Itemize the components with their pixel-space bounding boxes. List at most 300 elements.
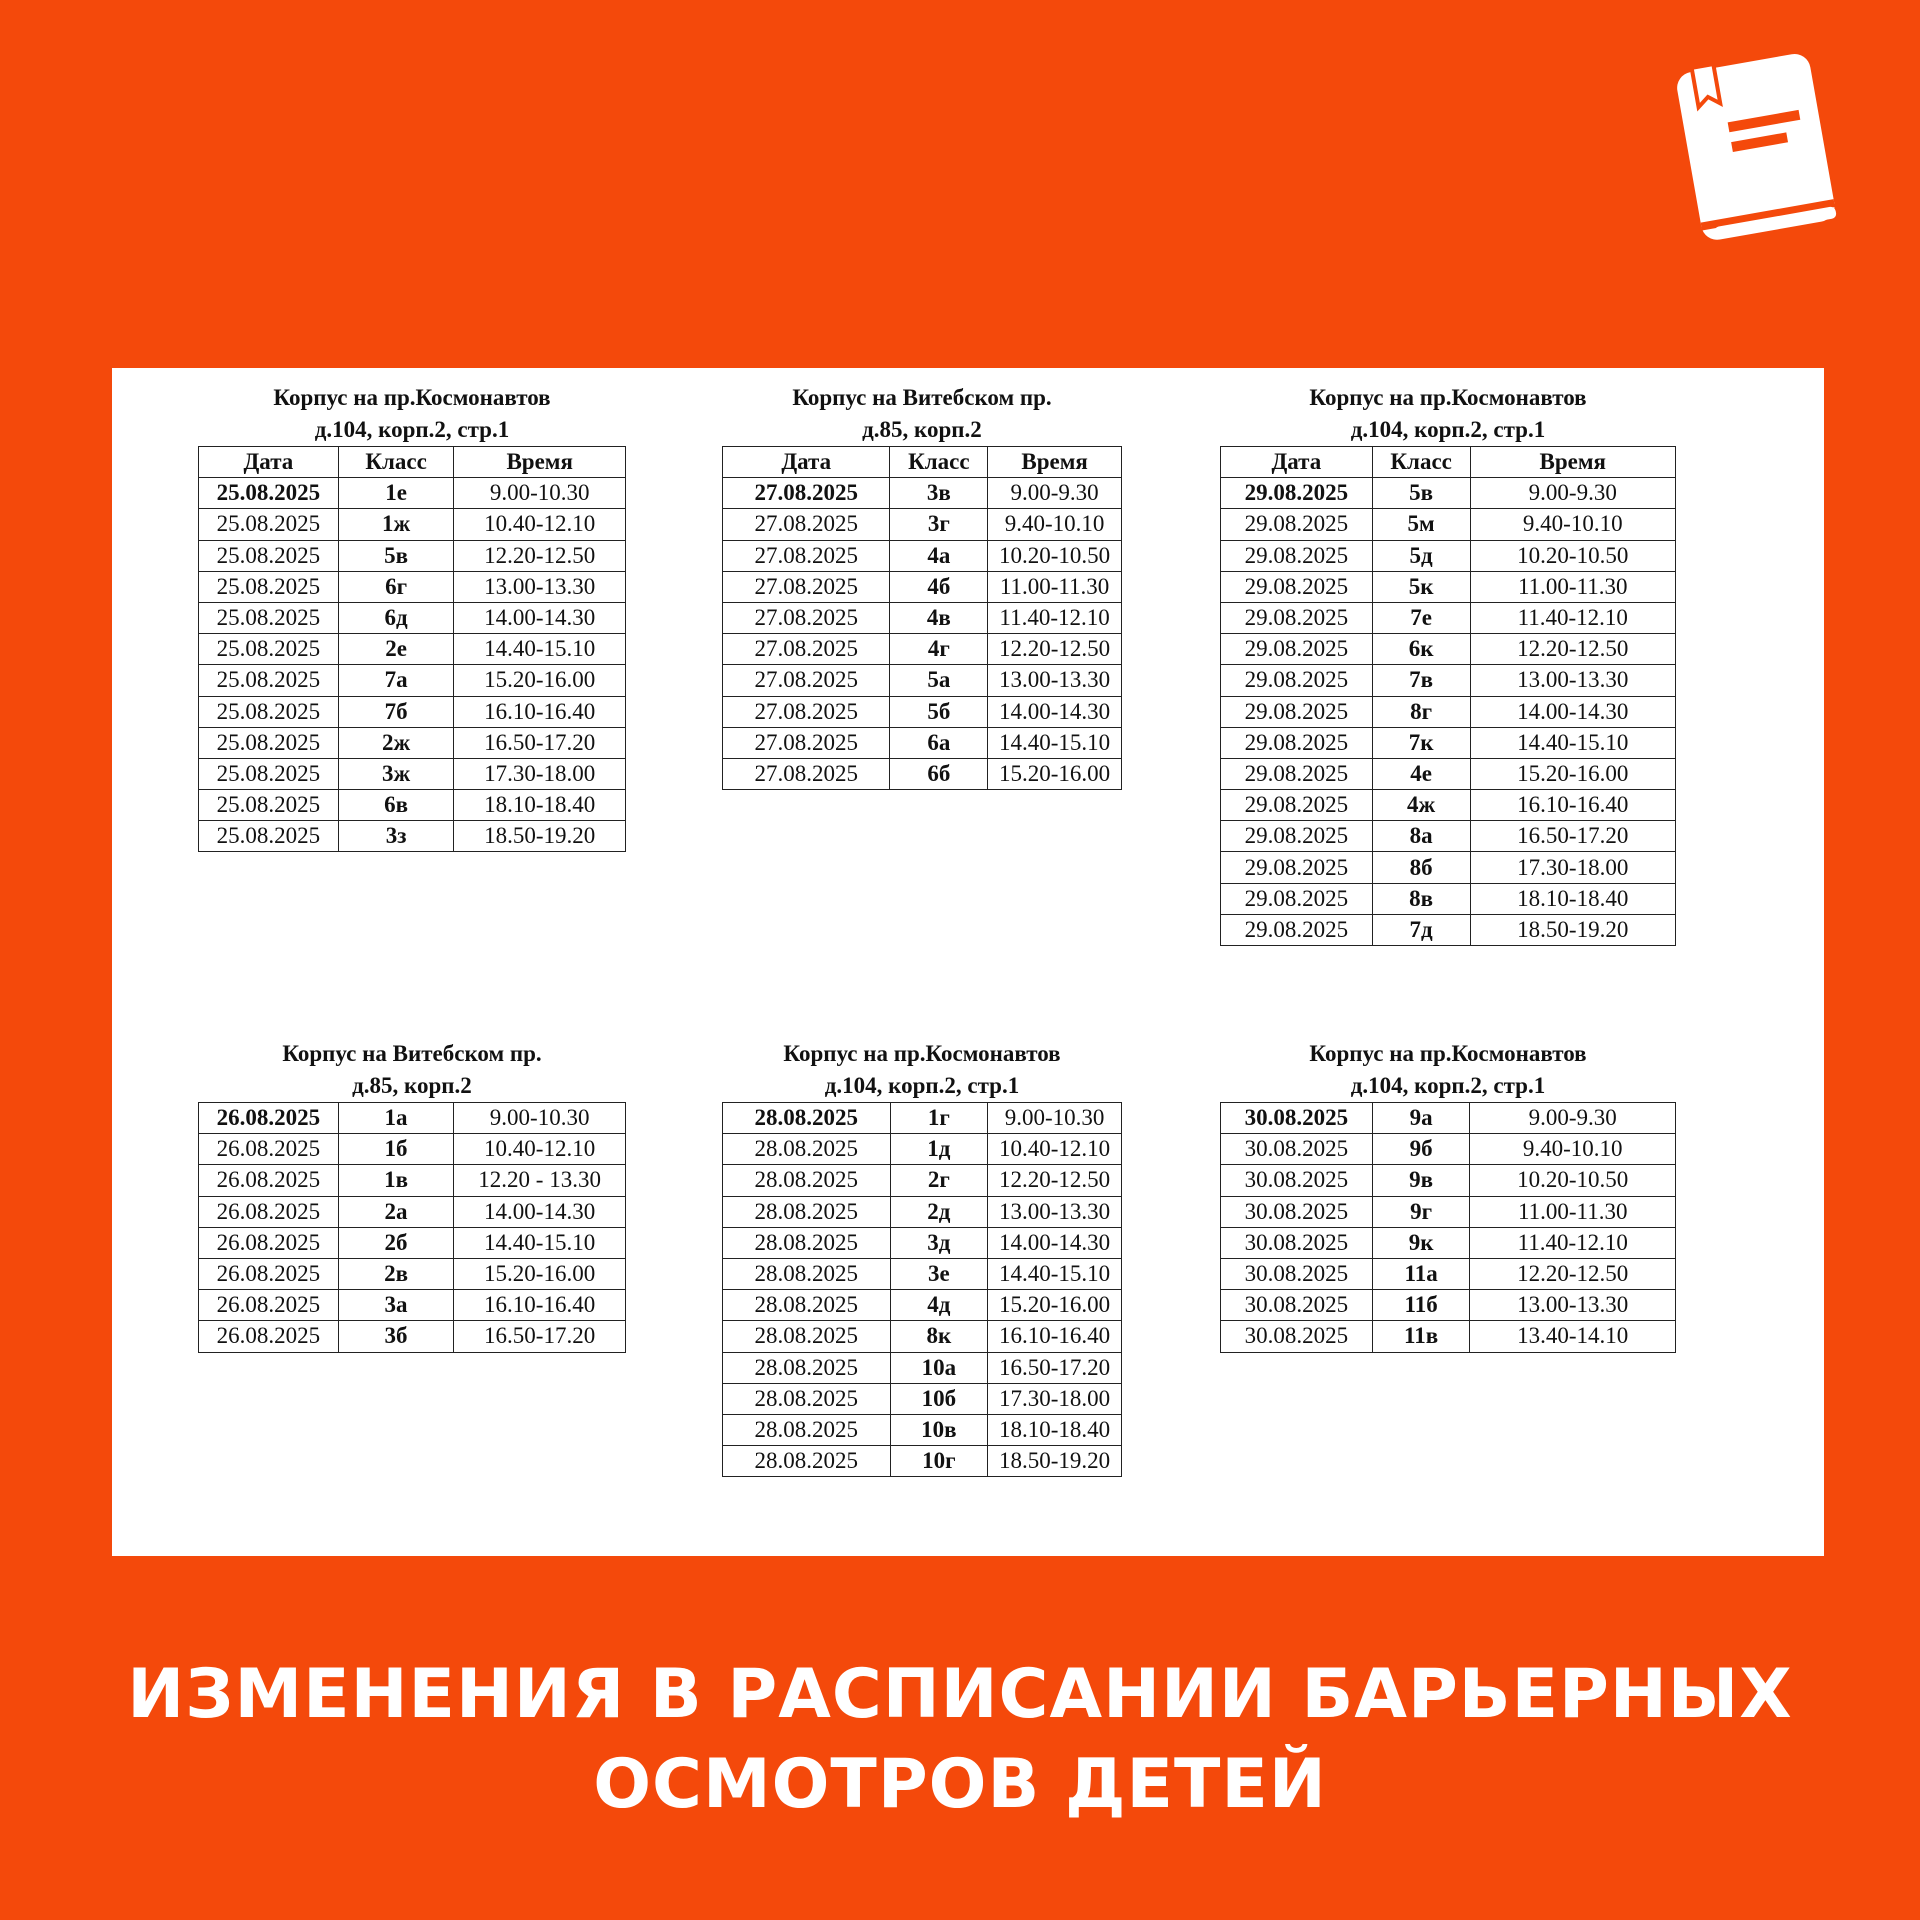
class-cell: 1а [338,1103,453,1134]
date-cell: 30.08.2025 [1221,1321,1373,1352]
time-cell: 15.20-16.00 [454,1258,626,1289]
table-row [1221,883,1676,914]
time-cell: 12.20 - 13.30 [454,1165,626,1196]
table-row [1221,509,1676,540]
date-cell: 30.08.2025 [1221,1227,1373,1258]
table-row [1221,821,1676,852]
time-cell: 13.00-13.30 [1470,665,1675,696]
block-title [722,382,1122,446]
time-cell: 13.40-14.10 [1470,1321,1676,1352]
class-cell: 5а [890,665,988,696]
date-cell: 30.08.2025 [1221,1165,1373,1196]
time-cell: 14.40-15.10 [454,1227,626,1258]
time-cell: 11.00-11.30 [1470,1196,1676,1227]
block-title [198,382,626,446]
time-cell: 13.00-13.30 [988,665,1122,696]
schedule-table [722,1102,1122,1477]
date-cell: 29.08.2025 [1221,914,1373,945]
table-row [199,758,626,789]
table-row [723,634,1122,665]
schedule-block-2808 [722,1038,1122,1477]
class-cell: 9к [1372,1227,1470,1258]
class-cell: 5в [1372,478,1470,509]
time-cell: 16.50-17.20 [988,1352,1122,1383]
date-cell: 27.08.2025 [723,478,890,509]
date-cell: 27.08.2025 [723,509,890,540]
table-row [1221,571,1676,602]
class-cell: 3г [890,509,988,540]
class-cell: 2г [890,1165,988,1196]
table-row [199,509,626,540]
time-cell: 18.50-19.20 [988,1446,1122,1477]
class-cell: 3е [890,1258,988,1289]
date-cell: 27.08.2025 [723,634,890,665]
date-cell: 26.08.2025 [199,1321,339,1352]
date-cell: 25.08.2025 [199,478,339,509]
date-cell: 25.08.2025 [199,509,339,540]
time-cell: 12.20-12.50 [454,540,626,571]
class-cell: 5б [890,696,988,727]
date-cell: 28.08.2025 [723,1103,891,1134]
headline-line1: ИЗМЕНЕНИЯ В РАСПИСАНИИ БАРЬЕРНЫХ [127,1655,1793,1734]
table-row [723,602,1122,633]
schedule-table [1220,446,1676,946]
col-class-header: Класс [890,447,988,478]
class-cell: 5в [338,540,454,571]
block-title-line1: Корпус на пр.Космонавтов [783,1041,1061,1066]
schedule-block-2908 [1220,382,1676,946]
date-cell: 27.08.2025 [723,571,890,602]
time-cell: 13.00-13.30 [1470,1290,1676,1321]
table-row [1221,1227,1676,1258]
date-cell: 26.08.2025 [199,1227,339,1258]
date-cell: 29.08.2025 [1221,821,1373,852]
date-cell: 26.08.2025 [199,1196,339,1227]
class-cell: 3д [890,1227,988,1258]
class-cell: 8г [1372,696,1470,727]
class-cell: 8б [1372,852,1470,883]
time-cell: 14.40-15.10 [1470,727,1675,758]
col-class-header: Класс [1372,447,1470,478]
table-row [1221,852,1676,883]
table-row [199,821,626,852]
class-cell: 3б [338,1321,453,1352]
class-cell: 10б [890,1383,988,1414]
date-cell: 29.08.2025 [1221,758,1373,789]
date-cell: 25.08.2025 [199,602,339,633]
class-cell: 4а [890,540,988,571]
block-title-line1: Корпус на Витебском пр. [282,1041,542,1066]
class-cell: 6д [338,602,454,633]
date-cell: 27.08.2025 [723,758,890,789]
class-cell: 11б [1372,1290,1470,1321]
time-cell: 10.20-10.50 [1470,540,1675,571]
time-cell: 9.00-9.30 [1470,478,1675,509]
headline-line2: ОСМОТРОВ ДЕТЕЙ [593,1745,1327,1824]
date-cell: 25.08.2025 [199,571,339,602]
time-cell: 18.10-18.40 [454,790,626,821]
table-row [1221,790,1676,821]
class-cell: 1б [338,1134,453,1165]
headline [0,1650,1920,1830]
class-cell: 4е [1372,758,1470,789]
time-cell: 14.00-14.30 [454,1196,626,1227]
class-cell: 9в [1372,1165,1470,1196]
date-cell: 29.08.2025 [1221,509,1373,540]
time-cell: 13.00-13.30 [454,571,626,602]
date-cell: 25.08.2025 [199,634,339,665]
time-cell: 12.20-12.50 [988,1165,1122,1196]
table-row [723,1290,1122,1321]
date-cell: 25.08.2025 [199,540,339,571]
class-cell: 5м [1372,509,1470,540]
date-cell: 29.08.2025 [1221,665,1373,696]
schedule-block-2508 [198,382,626,852]
time-cell: 11.40-12.10 [1470,1227,1676,1258]
class-cell: 10а [890,1352,988,1383]
date-cell: 28.08.2025 [723,1446,891,1477]
table-row [199,634,626,665]
table-row [1221,914,1676,945]
time-cell: 9.00-10.30 [454,1103,626,1134]
time-cell: 9.40-10.10 [1470,509,1675,540]
block-title-line2: д.85, корп.2 [352,1073,472,1098]
date-cell: 25.08.2025 [199,821,339,852]
date-cell: 27.08.2025 [723,696,890,727]
class-cell: 5к [1372,571,1470,602]
time-cell: 14.40-15.10 [454,634,626,665]
date-cell: 30.08.2025 [1221,1258,1373,1289]
table-row [723,1446,1122,1477]
date-cell: 28.08.2025 [723,1321,891,1352]
date-cell: 29.08.2025 [1221,852,1373,883]
date-cell: 29.08.2025 [1221,540,1373,571]
date-cell: 30.08.2025 [1221,1134,1373,1165]
class-cell: 7а [338,665,454,696]
table-row [723,1165,1122,1196]
time-cell: 9.00-9.30 [1470,1103,1676,1134]
date-cell: 29.08.2025 [1221,790,1373,821]
class-cell: 5д [1372,540,1470,571]
time-cell: 16.10-16.40 [454,696,626,727]
schedule-table [198,446,626,852]
table-row [1221,1196,1676,1227]
table-row [199,478,626,509]
table-row [723,1227,1122,1258]
time-cell: 9.00-10.30 [988,1103,1122,1134]
table-row [199,1258,626,1289]
class-cell: 9г [1372,1196,1470,1227]
table-row [723,509,1122,540]
table-row [1221,540,1676,571]
class-cell: 4г [890,634,988,665]
table-row [1221,634,1676,665]
time-cell: 17.30-18.00 [454,758,626,789]
date-cell: 27.08.2025 [723,727,890,758]
date-cell: 27.08.2025 [723,540,890,571]
time-cell: 12.20-12.50 [988,634,1122,665]
date-cell: 25.08.2025 [199,665,339,696]
table-row [1221,1258,1676,1289]
col-date-header: Дата [1221,447,1373,478]
class-cell: 3з [338,821,454,852]
schedule-block-2708 [722,382,1122,790]
class-cell: 8к [890,1321,988,1352]
class-cell: 4д [890,1290,988,1321]
table-row [1221,727,1676,758]
date-cell: 29.08.2025 [1221,883,1373,914]
date-cell: 28.08.2025 [723,1227,891,1258]
time-cell: 11.00-11.30 [1470,571,1675,602]
time-cell: 16.10-16.40 [988,1321,1122,1352]
block-title [1220,382,1676,446]
class-cell: 2в [338,1258,453,1289]
time-cell: 18.50-19.20 [1470,914,1675,945]
date-cell: 28.08.2025 [723,1165,891,1196]
date-cell: 28.08.2025 [723,1196,891,1227]
block-title-line2: д.104, корп.2, стр.1 [314,417,510,442]
time-cell: 9.00-10.30 [454,478,626,509]
table-row [199,1134,626,1165]
time-cell: 14.00-14.30 [988,1227,1122,1258]
class-cell: 1в [338,1165,453,1196]
table-row [1221,1165,1676,1196]
block-title-line2: д.85, корп.2 [862,417,982,442]
date-cell: 26.08.2025 [199,1103,339,1134]
class-cell: 2а [338,1196,453,1227]
date-cell: 26.08.2025 [199,1134,339,1165]
col-time-header: Время [1470,447,1675,478]
table-row [199,571,626,602]
table-row [1221,1290,1676,1321]
table-row [199,1103,626,1134]
table-row [723,1103,1122,1134]
table-row [199,790,626,821]
table-row [723,696,1122,727]
table-row [1221,1134,1676,1165]
time-cell: 16.50-17.20 [454,1321,626,1352]
class-cell: 2ж [338,727,454,758]
class-cell: 1е [338,478,454,509]
date-cell: 29.08.2025 [1221,634,1373,665]
table-row [723,478,1122,509]
class-cell: 7е [1372,602,1470,633]
block-title-line1: Корпус на пр.Космонавтов [1309,1041,1587,1066]
class-cell: 6а [890,727,988,758]
date-cell: 28.08.2025 [723,1352,891,1383]
time-cell: 15.20-16.00 [454,665,626,696]
table-row [1221,1321,1676,1352]
date-cell: 30.08.2025 [1221,1103,1373,1134]
table-row [1221,665,1676,696]
col-class-header: Класс [338,447,454,478]
table-row [199,1321,626,1352]
time-cell: 10.20-10.50 [988,540,1122,571]
class-cell: 6к [1372,634,1470,665]
class-cell: 8а [1372,821,1470,852]
date-cell: 28.08.2025 [723,1290,891,1321]
table-row [199,602,626,633]
class-cell: 2д [890,1196,988,1227]
table-row [723,1383,1122,1414]
date-cell: 30.08.2025 [1221,1196,1373,1227]
block-title-line1: Корпус на пр.Космонавтов [273,385,551,410]
time-cell: 12.20-12.50 [1470,1258,1676,1289]
class-cell: 3а [338,1290,453,1321]
schedule-table [1220,1102,1676,1353]
date-cell: 25.08.2025 [199,790,339,821]
table-row [723,1258,1122,1289]
class-cell: 7д [1372,914,1470,945]
class-cell: 1д [890,1134,988,1165]
class-cell: 7б [338,696,454,727]
class-cell: 7к [1372,727,1470,758]
time-cell: 18.50-19.20 [454,821,626,852]
time-cell: 16.50-17.20 [454,727,626,758]
table-row [1221,696,1676,727]
class-cell: 9б [1372,1134,1470,1165]
class-cell: 6г [338,571,454,602]
table-header-row [1221,447,1676,478]
schedule-sheet [112,368,1824,1556]
book-icon [1660,40,1850,250]
time-cell: 10.20-10.50 [1470,1165,1676,1196]
date-cell: 28.08.2025 [723,1258,891,1289]
table-row [1221,1103,1676,1134]
time-cell: 11.40-12.10 [1470,602,1675,633]
time-cell: 15.20-16.00 [988,758,1122,789]
block-title-line2: д.104, корп.2, стр.1 [824,1073,1020,1098]
time-cell: 17.30-18.00 [1470,852,1675,883]
block-title [1220,1038,1676,1102]
date-cell: 26.08.2025 [199,1290,339,1321]
time-cell: 16.50-17.20 [1470,821,1675,852]
time-cell: 14.00-14.30 [988,696,1122,727]
time-cell: 16.10-16.40 [1470,790,1675,821]
table-row [723,727,1122,758]
class-cell: 11в [1372,1321,1470,1352]
time-cell: 14.40-15.10 [988,727,1122,758]
date-cell: 28.08.2025 [723,1383,891,1414]
time-cell: 15.20-16.00 [1470,758,1675,789]
time-cell: 10.40-12.10 [454,509,626,540]
col-time-header: Время [454,447,626,478]
block-title-line1: Корпус на Витебском пр. [792,385,1052,410]
table-row [1221,478,1676,509]
date-cell: 26.08.2025 [199,1165,339,1196]
table-row [199,727,626,758]
class-cell: 6б [890,758,988,789]
class-cell: 9а [1372,1103,1470,1134]
class-cell: 2е [338,634,454,665]
schedule-table [198,1102,626,1353]
table-row [199,696,626,727]
time-cell: 10.40-12.10 [988,1134,1122,1165]
time-cell: 9.00-9.30 [988,478,1122,509]
date-cell: 29.08.2025 [1221,696,1373,727]
block-title-line2: д.104, корп.2, стр.1 [1350,1073,1546,1098]
schedule-block-3008 [1220,1038,1676,1353]
time-cell: 9.40-10.10 [1470,1134,1676,1165]
table-row [199,540,626,571]
time-cell: 13.00-13.30 [988,1196,1122,1227]
block-title-line1: Корпус на пр.Космонавтов [1309,385,1587,410]
table-row [723,758,1122,789]
block-title-line2: д.104, корп.2, стр.1 [1350,417,1546,442]
time-cell: 15.20-16.00 [988,1290,1122,1321]
table-row [199,1196,626,1227]
class-cell: 4ж [1372,790,1470,821]
time-cell: 10.40-12.10 [454,1134,626,1165]
date-cell: 30.08.2025 [1221,1290,1373,1321]
date-cell: 27.08.2025 [723,602,890,633]
class-cell: 11а [1372,1258,1470,1289]
date-cell: 25.08.2025 [199,696,339,727]
class-cell: 4в [890,602,988,633]
table-row [723,571,1122,602]
class-cell: 2б [338,1227,453,1258]
table-row [723,1134,1122,1165]
col-date-header: Дата [199,447,339,478]
date-cell: 25.08.2025 [199,758,339,789]
schedule-block-2608 [198,1038,626,1353]
date-cell: 29.08.2025 [1221,478,1373,509]
class-cell: 4б [890,571,988,602]
table-header-row [723,447,1122,478]
table-row [723,1414,1122,1445]
date-cell: 29.08.2025 [1221,727,1373,758]
class-cell: 3в [890,478,988,509]
date-cell: 29.08.2025 [1221,571,1373,602]
time-cell: 16.10-16.40 [454,1290,626,1321]
time-cell: 11.40-12.10 [988,602,1122,633]
date-cell: 29.08.2025 [1221,602,1373,633]
time-cell: 17.30-18.00 [988,1383,1122,1414]
class-cell: 8в [1372,883,1470,914]
class-cell: 10г [890,1446,988,1477]
time-cell: 11.00-11.30 [988,571,1122,602]
col-time-header: Время [988,447,1122,478]
table-row [723,1321,1122,1352]
table-row [199,1227,626,1258]
schedule-table [722,446,1122,790]
col-date-header: Дата [723,447,890,478]
class-cell: 7в [1372,665,1470,696]
date-cell: 27.08.2025 [723,665,890,696]
table-row [723,1196,1122,1227]
table-row [199,1165,626,1196]
time-cell: 14.40-15.10 [988,1258,1122,1289]
time-cell: 9.40-10.10 [988,509,1122,540]
class-cell: 1ж [338,509,454,540]
block-title [722,1038,1122,1102]
time-cell: 18.10-18.40 [1470,883,1675,914]
table-row [1221,602,1676,633]
class-cell: 6в [338,790,454,821]
class-cell: 10в [890,1414,988,1445]
date-cell: 25.08.2025 [199,727,339,758]
table-header-row [199,447,626,478]
table-row [199,665,626,696]
date-cell: 26.08.2025 [199,1258,339,1289]
date-cell: 28.08.2025 [723,1134,891,1165]
class-cell: 1г [890,1103,988,1134]
time-cell: 18.10-18.40 [988,1414,1122,1445]
table-row [199,1290,626,1321]
time-cell: 12.20-12.50 [1470,634,1675,665]
table-row [723,540,1122,571]
table-row [1221,758,1676,789]
